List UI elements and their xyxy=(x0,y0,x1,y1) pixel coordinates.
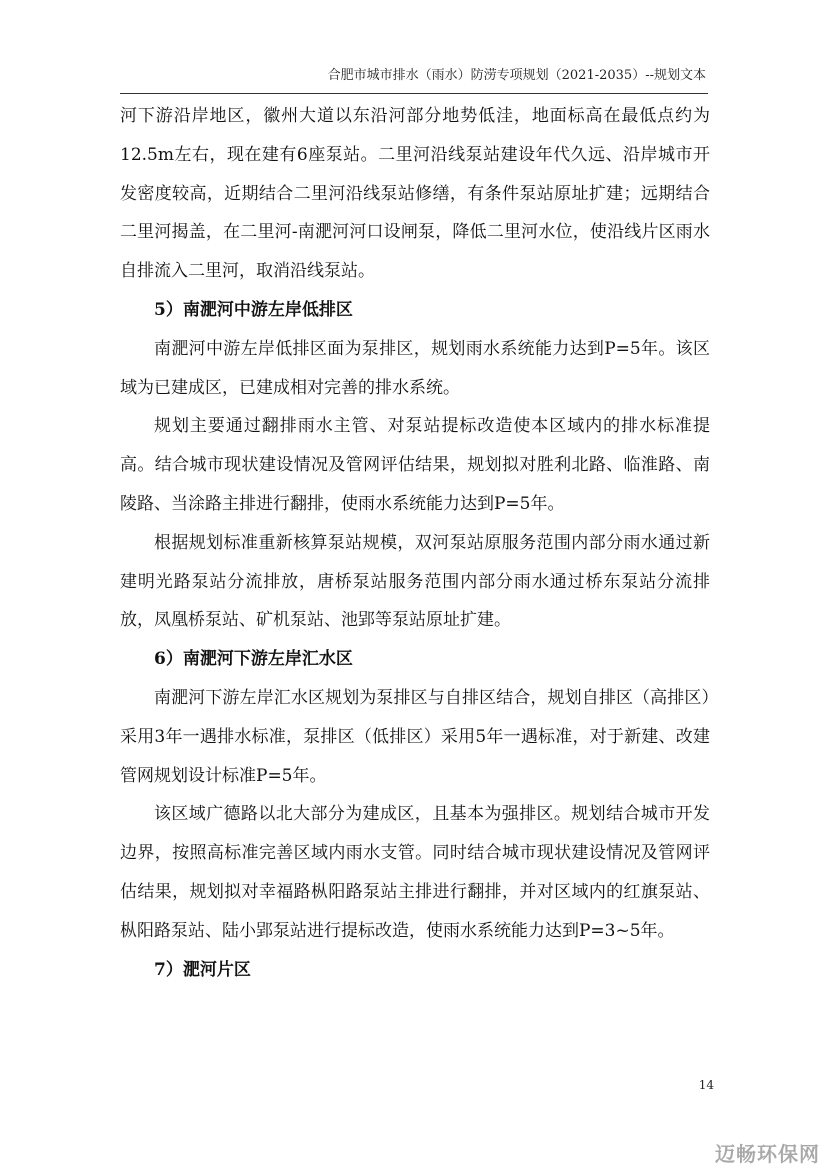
section-heading-6: 6）南淝河下游左岸汇水区 xyxy=(154,649,353,670)
document-body xyxy=(120,97,710,989)
paragraph: 规划主要通过翻排雨水主管、对泵站提标改造使本区域内的排水标准提高。结合城市现状建设情况及管网评估结果，规划拟对胜利北路、临淮路、南陵路、当涂路主排进行翻排，使雨水系统能力达到P=5年。 xyxy=(120,416,710,514)
running-header: 合肥市城市排水（雨水）防涝专项规划（2021-2035）--规划文本 xyxy=(327,68,706,83)
paragraph: 南淝河中游左岸低排区面为泵排区，规划雨水系统能力达到P=5年。该区域为已建成区，已建成相对完善的排水系统。 xyxy=(120,338,710,398)
section-heading-7: 7）淝河片区 xyxy=(154,959,251,980)
header-divider xyxy=(120,93,708,94)
page-number: 14 xyxy=(698,1078,714,1092)
watermark-logo: 迈畅环保网 xyxy=(715,1142,820,1166)
paragraph: 南淝河下游左岸汇水区规划为泵排区与自排区结合，规划自排区（高排区）采用3年一遇排水标准，泵排区（低排区）采用5年一遇标准，对于新建、改建管网规划设计标准P=5年。 xyxy=(120,687,710,786)
section-heading-5: 5）南淝河中游左岸低排区 xyxy=(154,299,353,320)
paragraph-continuation: 河下游沿岸地区，徽州大道以东沿河部分地势低洼，地面标高在最低点约为12.5m左右，现在建有6座泵站。二里河沿线泵站建设年代久远、沿岸城市开发密度较高，近期结合二里河沿线泵站修缮，有条件泵站原址扩建；远期结合二里河揭盖，在二里河-南淝河河口设闸泵，降低二里河水位，使沿线片区雨水自排流入二里河，取消沿线泵站。 xyxy=(120,106,710,282)
paragraph: 根据规划标准重新核算泵站规模，双河泵站原服务范围内部分雨水通过新建明光路泵站分流排放，唐桥泵站服务范围内部分雨水通过桥东泵站分流排放，凤凰桥泵站、矿机泵站、池郢等泵站原址扩建。 xyxy=(120,532,710,631)
paragraph: 该区域广德路以北大部分为建成区，且基本为强排区。规划结合城市开发边界，按照高标准完善区域内雨水支管。同时结合城市现状建设情况及管网评估结果，规划拟对幸福路枞阳路泵站主排进行翻排，并对区域内的红旗泵站、枞阳路泵站、陆小郢泵站进行提标改造，使雨水系统能力达到P=3~5年。 xyxy=(120,804,710,941)
